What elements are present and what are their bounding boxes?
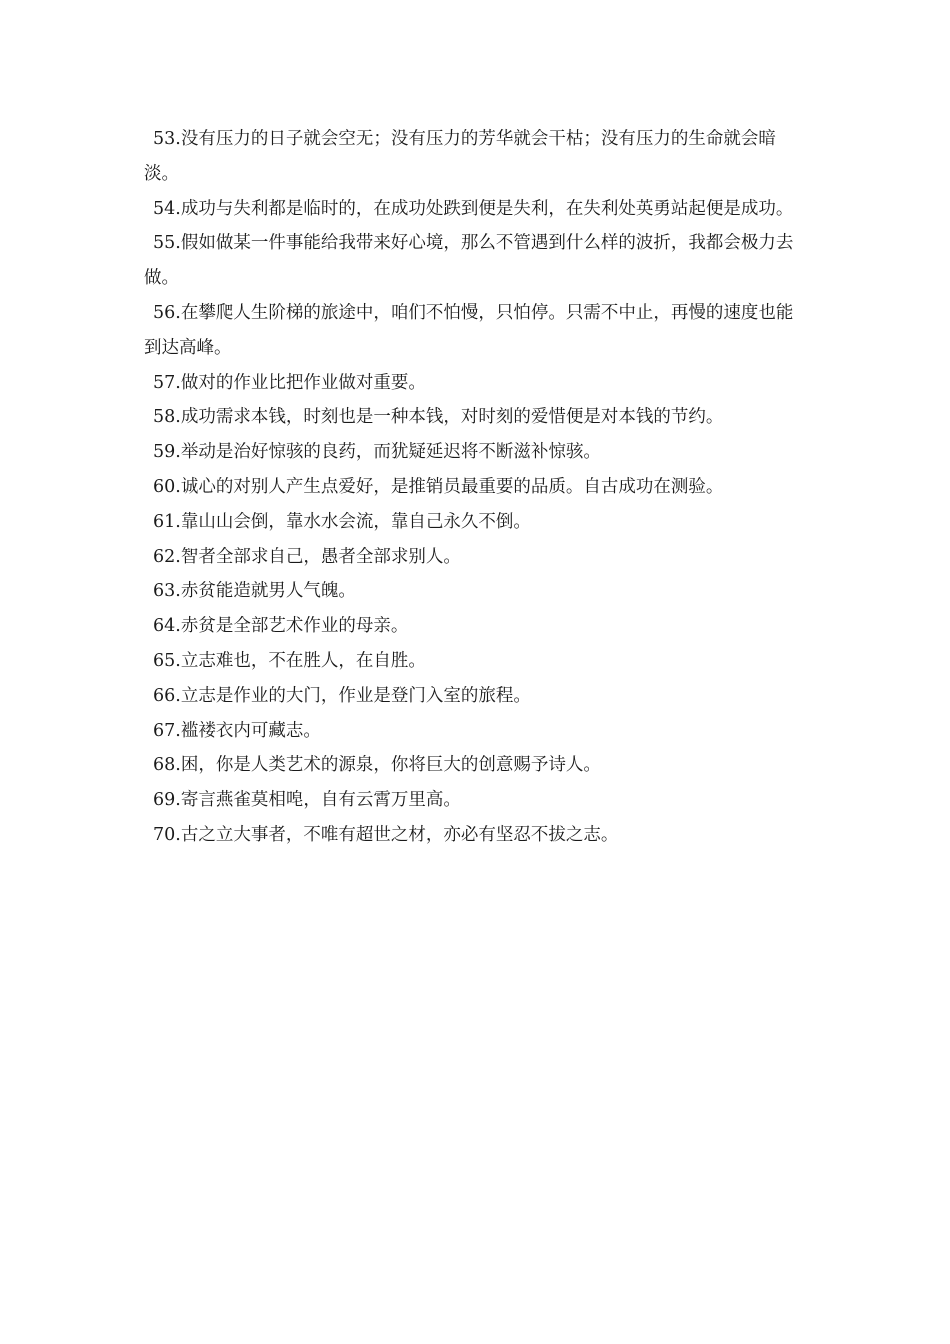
list-item: 56.在攀爬人生阶梯的旅途中，咱们不怕慢，只怕停。只需不中止，再慢的速度也能到达高峰。 (144, 302, 794, 358)
list-item: 58.成功需求本钱，时刻也是一种本钱，对时刻的爱惜便是对本钱的节约。 (153, 407, 724, 428)
list-item: 65.立志难也，不在胜人，在自胜。 (153, 650, 426, 671)
list-item: 67.褴褛衣内可藏志。 (153, 720, 321, 741)
list-item: 62.智者全部求自己，愚者全部求别人。 (153, 546, 461, 567)
list-item: 66.立志是作业的大门，作业是登门入室的旅程。 (153, 685, 531, 706)
list-item: 68.困，你是人类艺术的源泉，你将巨大的创意赐予诗人。 (153, 755, 601, 776)
quote-list (144, 122, 799, 853)
list-item: 55.假如做某一件事能给我带来好心境，那么不管遇到什么样的波折，我都会极力去做。 (144, 233, 794, 289)
list-item: 54.成功与失利都是临时的，在成功处跌到便是失利，在失利处英勇站起便是成功。 (153, 198, 794, 219)
list-item: 60.诚心的对别人产生点爱好，是推销员最重要的品质。自古成功在测验。 (153, 476, 724, 497)
list-item: 61.靠山山会倒，靠水水会流，靠自己永久不倒。 (153, 511, 531, 532)
list-item: 63.赤贫能造就男人气魄。 (153, 581, 356, 602)
list-item: 69.寄言燕雀莫相唣，自有云霄万里高。 (153, 790, 461, 811)
list-item: 70.古之立大事者，不唯有超世之材，亦必有坚忍不拔之志。 (153, 824, 619, 845)
list-item: 53.没有压力的日子就会空无；没有压力的芳华就会干枯；没有压力的生命就会暗淡。 (144, 129, 776, 184)
list-item: 59.举动是治好惊骇的良药，而犹疑延迟将不断滋补惊骇。 (153, 442, 601, 463)
list-item: 57.做对的作业比把作业做对重要。 (153, 372, 426, 393)
list-item: 64.赤贫是全部艺术作业的母亲。 (153, 616, 409, 637)
